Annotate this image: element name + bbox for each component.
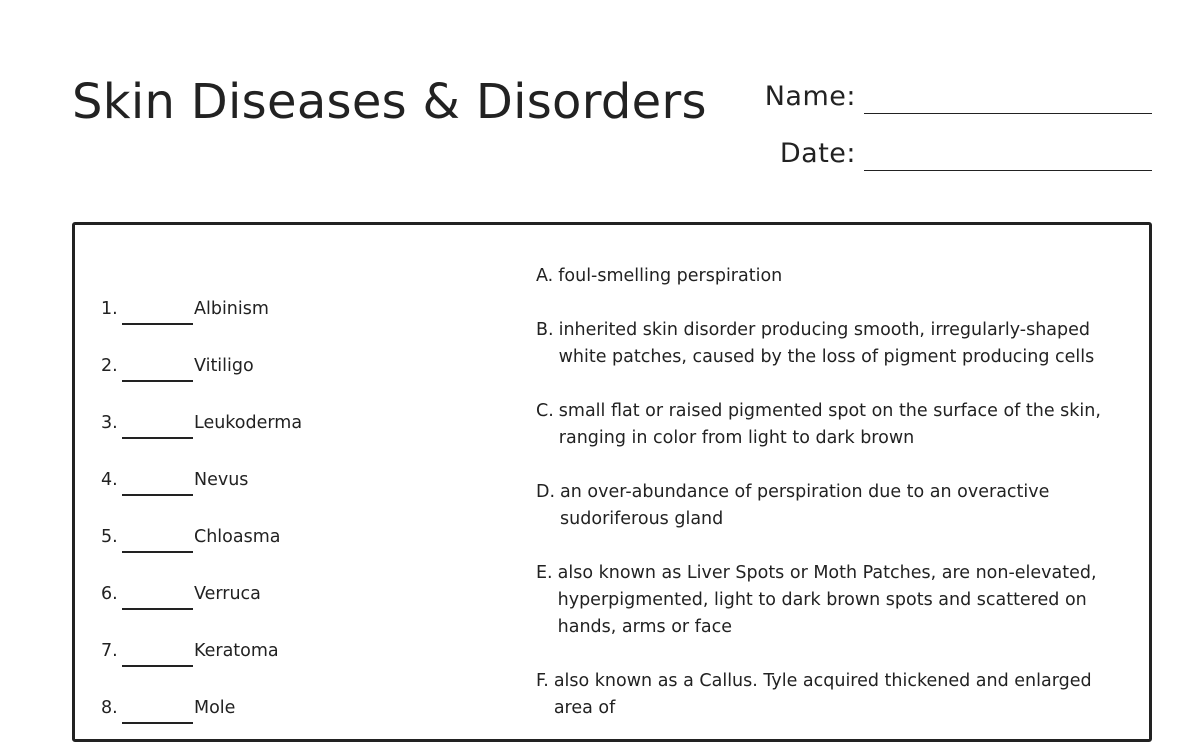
term-item — [101, 320, 481, 377]
answer-blank[interactable] — [122, 417, 193, 439]
term-item — [101, 662, 481, 719]
term-number: 7. — [101, 641, 118, 661]
definition-text: foul-smelling perspiration — [558, 266, 783, 286]
term-label: Albinism — [194, 299, 269, 319]
definition-item — [536, 479, 1126, 533]
answer-blank[interactable] — [122, 588, 193, 610]
definition-letter: F. — [536, 671, 549, 691]
term-label: Leukoderma — [194, 413, 303, 433]
term-item — [101, 377, 481, 434]
term-item — [101, 548, 481, 605]
name-label: Name: — [764, 81, 856, 112]
definition-letter: C. — [536, 401, 554, 421]
definition-item — [536, 668, 1126, 722]
definitions-column — [536, 263, 1126, 749]
definition-letter: E. — [536, 563, 553, 583]
date-blank-line[interactable] — [864, 135, 1152, 171]
term-item — [101, 263, 481, 320]
term-item — [101, 491, 481, 548]
name-blank-line[interactable] — [864, 78, 1152, 114]
term-item — [101, 605, 481, 662]
matching-panel — [72, 222, 1152, 742]
term-number: 2. — [101, 356, 118, 376]
term-number: 8. — [101, 698, 118, 718]
term-number: 6. — [101, 584, 118, 604]
term-label: Mole — [194, 698, 236, 718]
terms-column — [101, 263, 481, 719]
term-number: 5. — [101, 527, 118, 547]
answer-blank[interactable] — [122, 645, 193, 667]
definition-text: an over-abundance of perspiration due to an overactive sudoriferous gland — [560, 482, 1050, 529]
term-label: Nevus — [194, 470, 249, 490]
definition-item — [536, 560, 1126, 641]
term-label: Chloasma — [194, 527, 281, 547]
definition-letter: A. — [536, 266, 554, 286]
definition-text: inherited skin disorder producing smooth, irregularly-shaped white patches, caused by the loss of pigment producing cells — [558, 320, 1095, 367]
date-label: Date: — [779, 138, 856, 169]
term-label: Verruca — [194, 584, 261, 604]
definition-text: also known as Liver Spots or Moth Patches, are non-elevated, hyperpigmented, light to dark brown spots and scattered on hands, arms or face — [557, 563, 1097, 637]
answer-blank[interactable] — [122, 360, 193, 382]
term-number: 3. — [101, 413, 118, 433]
term-label: Keratoma — [194, 641, 279, 661]
name-field-row — [744, 78, 1152, 114]
definition-item — [536, 263, 1126, 290]
term-label: Vitiligo — [194, 356, 254, 376]
date-field-row — [744, 135, 1152, 171]
answer-blank[interactable] — [122, 531, 193, 553]
page-title: Skin Diseases & Disorders — [72, 74, 707, 130]
definition-letter: B. — [536, 320, 554, 340]
definition-letter: D. — [536, 482, 556, 502]
term-number: 4. — [101, 470, 118, 490]
answer-blank[interactable] — [122, 474, 193, 496]
term-number: 1. — [101, 299, 118, 319]
definition-item — [536, 317, 1126, 371]
answer-blank[interactable] — [122, 303, 193, 325]
term-item — [101, 434, 481, 491]
answer-blank[interactable] — [122, 702, 193, 724]
definition-text: small flat or raised pigmented spot on the surface of the skin, ranging in color from light to dark brown — [558, 401, 1101, 448]
definition-item — [536, 398, 1126, 452]
definition-text: also known as a Callus. Tyle acquired thickened and enlarged area of — [553, 671, 1092, 718]
